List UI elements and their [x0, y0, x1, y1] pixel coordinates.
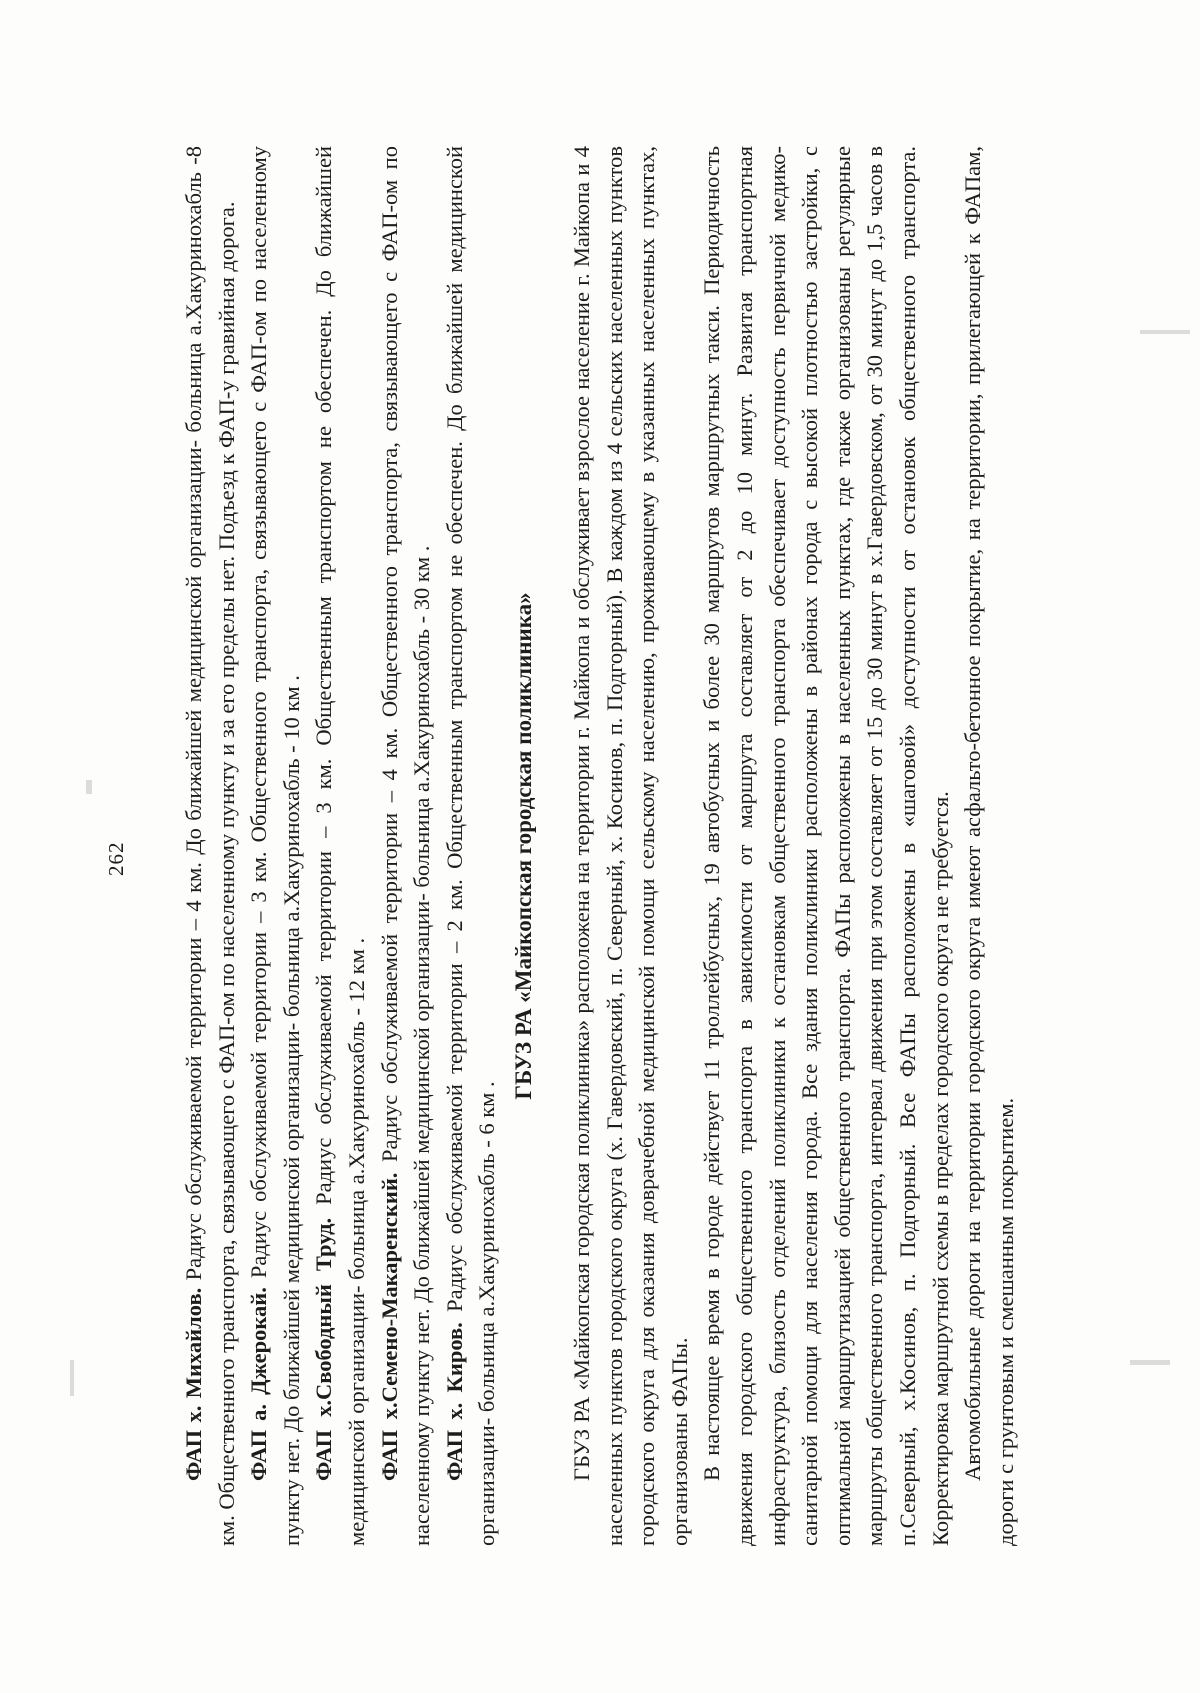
fap-text: Радиус обслуживаемой территории – 2 км. Общественным транспортом не обеспечен. До ближайшей медицинской организации- больница а.Хакуринохабль - 6 км . [441, 145, 500, 1546]
fap-title: ФАП х.Свободный Труд. [311, 1217, 337, 1481]
fap-text: Радиус обслуживаемой территории – 3 км. Общественным транспортом не обеспечен. До ближайшей медицинской организации- больница а.Хакуринохабль - 12 км . [311, 146, 369, 1546]
fap-entry [308, 146, 373, 1546]
section-body [566, 146, 1022, 1546]
scan-speck [1140, 330, 1190, 334]
section-paragraph: ГБУЗ РА «Майкопская городская поликлиника» расположена на территории г. Майкопа и обслуживает взрослое население г. Майкопа и 4 населенных пунктов городского округа (х. Гавердовский, п. Северный, х. Косинов, п. Подгорный). В каждом из 4 сельских населенных пунктов городского округа для оказания доврачебной медицинской помощи сельскому населению, проживающему в указанных населенных пунктах, организованы ФАПы. [569, 146, 692, 1546]
fap-text: Радиус обслуживаемой территории – 4 км. До ближайшей медицинской организации- больница а.Хакуринохабль -8 км. Общественного транспорта, связывающего с ФАП-ом по населенному пункту и за его пределы нет. Подъезд к ФАП-у гравийная дорога. [181, 146, 239, 1546]
fap-entry [243, 146, 308, 1546]
fap-entry [374, 146, 439, 1546]
scan-speck [1130, 1360, 1170, 1365]
scan-speck [70, 1360, 74, 1396]
page-number: 262 [104, 841, 128, 876]
fap-entry [439, 146, 504, 1546]
rotated-content [100, 116, 1100, 1576]
section-heading: ГБУЗ РА «Майкопская городская поликлиника» [511, 592, 536, 1100]
fap-title: ФАП а. Джерокай. [246, 1287, 272, 1481]
fap-text: Радиус обслуживаемой территории – 3 км. Общественного транспорта, связывающего с ФАП-ом по населенному пункту нет. До ближайшей медицинской организации- больница а.Хакуринохабль - 10 км . [246, 145, 304, 1546]
fap-entry [178, 146, 243, 1546]
fap-title: ФАП х. Киров. [441, 1322, 467, 1481]
section-paragraph: Автомобильные дороги на территории городского округа имеют асфальто-бетонное покрытие, на территории, прилегающей к ФАПам, дороги с грунтовым и смешанным покрытием. [960, 146, 1018, 1546]
fap-text: Радиус обслуживаемой территории – 4 км. Общественного транспорта, связывающего с ФАП-ом по населенному пункту нет. До ближайшей медицинской организации- больница а.Хакуринохабль - 30 км . [376, 146, 435, 1546]
fap-list [178, 146, 504, 1546]
fap-title: ФАП х. Михайлов. [181, 1287, 206, 1481]
fap-title: ФАП х.Семено-Макаренский. [376, 1172, 402, 1481]
scan-speck [86, 780, 92, 794]
section-paragraph: В настоящее время в городе действует 11 троллейбусных, 19 автобусных и более 30 маршрутов маршрутных такси. Периодичность движения городского общественного транспорта в зависимости от маршрута составляет от 2 до 10 минут. Развитая транспортная инфраструктура, близость отделений поликлиники к остановкам общественного транспорта обеспечивает доступность первичной медико-санитарной помощи для населения города. Все здания поликлиники расположены в районах города с высокой плотностью застройки, с оптимальной маршрутизацией общественного транспорта. ФАПы расположены в населенных пунктах, где также организованы регулярные маршруты общественного транспорта, интервал движения при этом составляет от 15 до 30 минут в х.Гавердовском, от 30 минут до 1,5 часов в п.Северный, х.Косинов, п. Подгорный. Все ФАПы расположены в «шаговой» доступности от остановок общественного транспорта. Корректировка маршрутной схемы в пределах городского округа не требуется. [699, 146, 953, 1546]
